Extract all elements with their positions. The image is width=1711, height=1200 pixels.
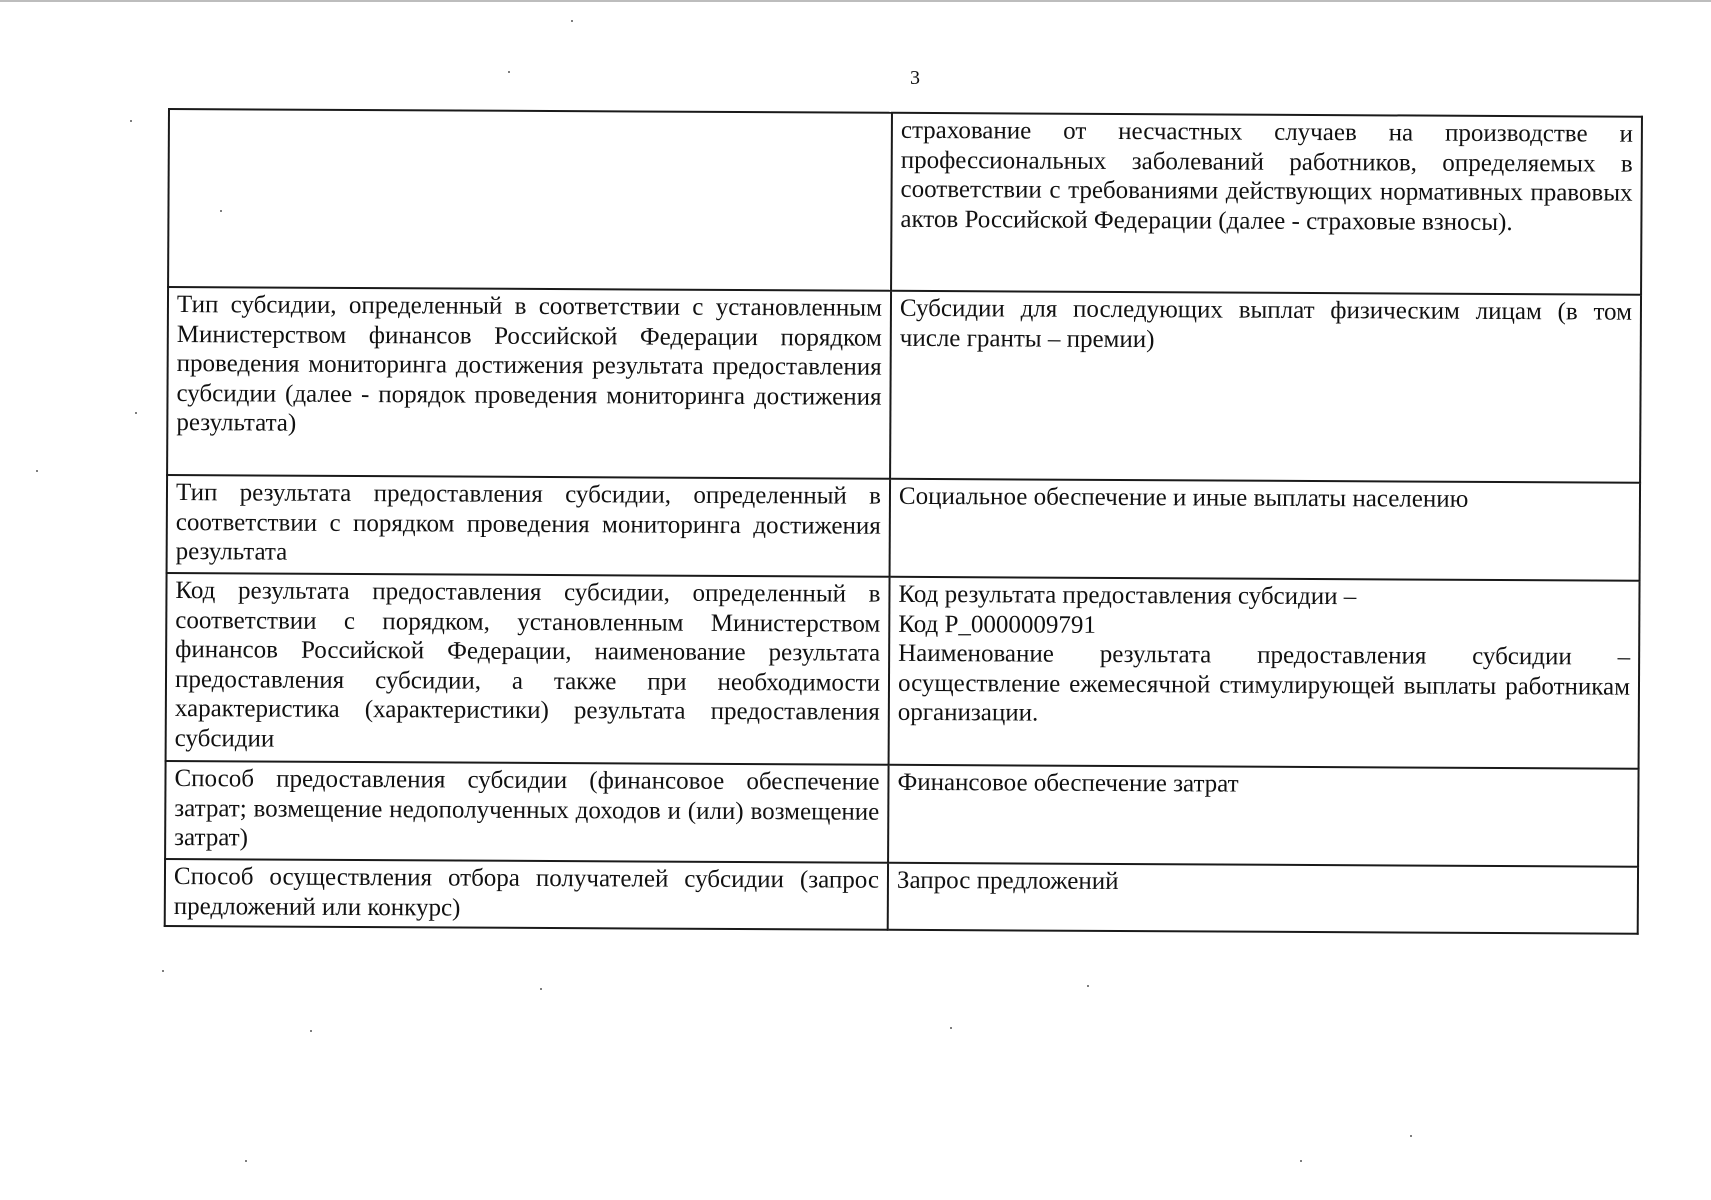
row-value-cell: Финансовое обеспечение затрат <box>888 765 1639 867</box>
table-row <box>165 859 1638 934</box>
result-code-value: Код P_0000009791 <box>898 610 1096 639</box>
row-label-cell: Тип результата предоставления субсидии, определенный в соответствии с порядком проведения мониторинга достижения результата <box>167 475 891 577</box>
scan-speck <box>508 71 510 73</box>
scan-speck <box>36 470 38 472</box>
scan-speck <box>135 412 137 414</box>
scan-speck <box>1087 985 1089 987</box>
row-value-cell <box>889 577 1640 769</box>
row-label-cell: Способ осуществления отбора получателей субсидии (запрос предложений или конкурс) <box>165 859 888 930</box>
table-row <box>167 475 1640 581</box>
subsidy-parameters-table <box>164 108 1643 935</box>
row-label-cell: Тип субсидии, определенный в соответствии с установленным Министерством финансов Российской Федерации порядком проведения мониторинга достижения результата предоставления субсидии (далее - порядок проведения мониторинга достижения результата) <box>167 287 891 479</box>
table-row <box>167 287 1641 483</box>
scan-speck <box>540 988 542 990</box>
page-number: 3 <box>910 67 920 89</box>
scan-speck <box>310 1030 312 1032</box>
row-value-cell: Запрос предложений <box>888 863 1638 934</box>
result-code-heading: Код результата предоставления субсидии – <box>898 580 1357 611</box>
scan-speck <box>162 970 164 972</box>
row-value-cell: Субсидии для последующих выплат физическим лицам (в том числе гранты – премии) <box>890 291 1641 483</box>
scan-speck <box>950 1027 952 1029</box>
scan-speck <box>220 210 222 212</box>
table-row <box>168 109 1642 295</box>
table-row <box>166 573 1640 769</box>
table-row <box>165 761 1638 867</box>
scan-edge-line <box>0 0 1711 2</box>
scan-speck <box>571 20 573 22</box>
scan-speck <box>1300 1160 1302 1162</box>
result-name-text: Наименование результата предоставления субсидии – осуществление ежемесячной стимулирующей выплаты работникам организации. <box>897 639 1631 727</box>
scan-speck <box>245 1160 247 1162</box>
scan-speck <box>130 120 132 122</box>
row-value-cell: страхование от несчастных случаев на производстве и профессиональных заболеваний работников, определяемых в соответствии с требованиями действующих нормативных правовых актов Российской Федерации (далее - страховые взносы). <box>891 113 1642 295</box>
row-value-cell: Социальное обеспечение и иные выплаты населению <box>890 479 1641 581</box>
row-label-cell: Код результата предоставления субсидии, определенный в соответствии с порядком, установленным Министерством финансов Российской Федерации, наименование результата предоставления субсидии, а также при необходимости характеристика (характеристики) результата предоставления субсидии <box>166 573 890 765</box>
row-label-cell <box>168 109 892 291</box>
scan-speck <box>1410 1135 1412 1137</box>
row-label-cell: Способ предоставления субсидии (финансовое обеспечение затрат; возмещение недополученных доходов и (или) возмещение затрат) <box>165 761 889 863</box>
